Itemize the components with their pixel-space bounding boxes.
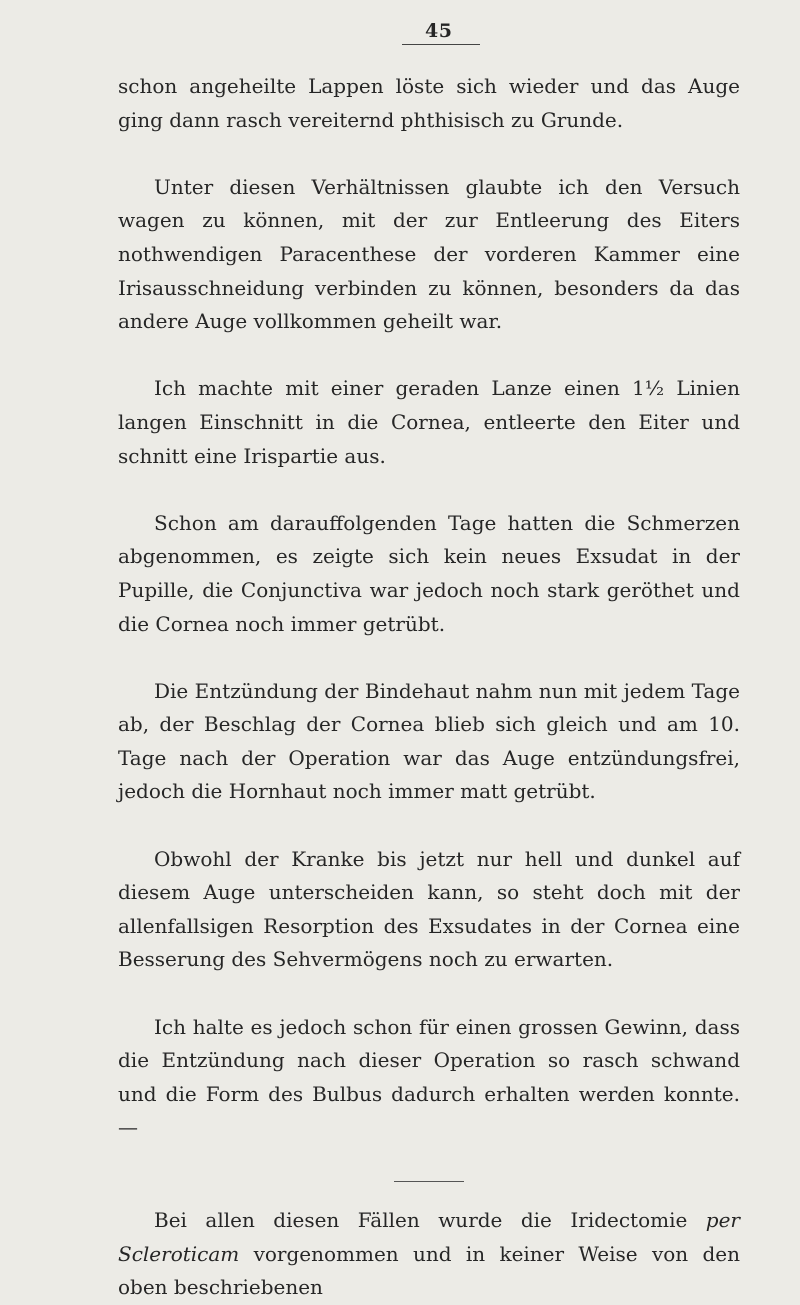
- iridectomie-text-start: Bei allen diesen Fällen wurde die Iridectomie: [154, 1208, 706, 1232]
- body-text: [118, 70, 740, 1305]
- paragraph-entzuendung: Die Entzündung der Bindehaut nahm nun mit jedem Tage ab, der Beschlag der Cornea blieb sich gleich und am 10. Tage nach der Operation war das Auge entzündungsfrei, jedoch die Hornhaut noch immer matt getrübt.: [118, 678, 740, 804]
- iridectomie-text-end: vorgenommen und in keiner Weise von den oben beschriebenen: [118, 1241, 740, 1300]
- page-number: 45: [425, 20, 453, 42]
- paragraph-iridectomie: [118, 1204, 740, 1305]
- paragraph-continuation: schon angeheilte Lappen löste sich wieder und das Auge ging dann rasch vereiternd phthisisch zu Grunde.: [118, 74, 740, 132]
- paragraph-gewinn: Ich halte es jedoch schon für einen grossen Gewinn, dass die Entzündung nach dieser Operation so rasch schwand und die Form des Bulbus dadurch erhalten werden konnte. —: [118, 1014, 740, 1140]
- page-number-rule: [402, 44, 480, 45]
- iridectomie-italic-term: per Scleroticam: [118, 1208, 740, 1266]
- paragraph-versuch: Unter diesen Verhältnissen glaubte ich den Versuch wagen zu können, mit der zur Entleerung des Eiters nothwendigen Paracenthese der vorderen Kammer eine Irisausschneidung verbinden zu können, besonders da das andere Auge vollkommen geheilt war.: [118, 174, 740, 334]
- section-divider: [394, 1181, 464, 1182]
- paragraph-folgetag: Schon am darauffolgenden Tage hatten die Schmerzen abgenommen, es zeigte sich kein neues Exsudat in der Pupille, die Conjunctiva war jedoch noch stark geröthet und die Cornea noch immer getrübt.: [118, 510, 740, 636]
- paragraph-einschnitt: Ich machte mit einer geraden Lanze einen 1½ Linien langen Einschnitt in die Cornea, entleerte den Eiter und schnitt eine Irispartie aus.: [118, 376, 740, 468]
- paragraph-resorption: Obwohl der Kranke bis jetzt nur hell und dunkel auf diesem Auge unterscheiden kann, so steht doch mit der allenfallsigen Resorption des Exsudates in der Cornea eine Besserung des Sehvermögens noch zu erwarten.: [118, 846, 740, 972]
